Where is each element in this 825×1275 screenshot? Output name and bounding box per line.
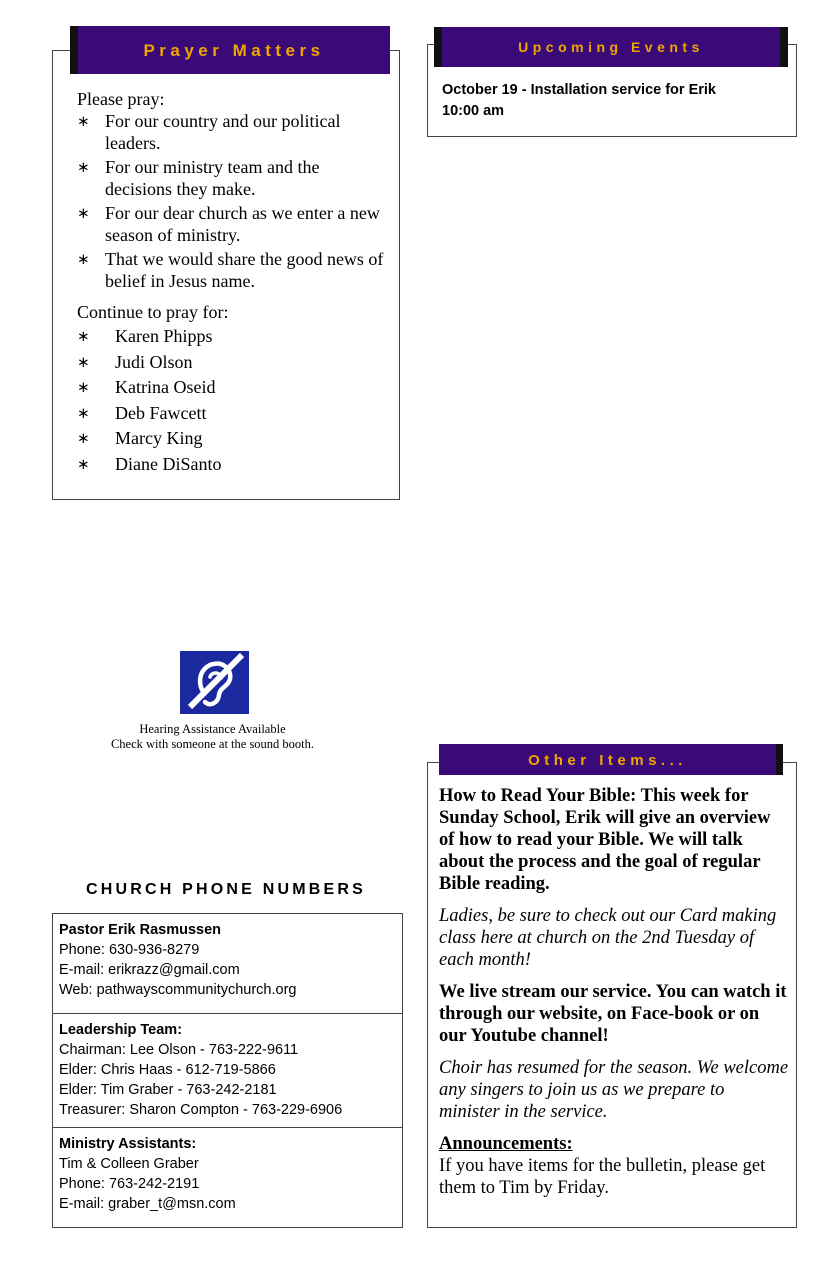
bible-reading-note: How to Read Your Bible: This week for Sunday School, Erik will give an overview of how to read your Bible. We will talk about the process and the goal of regular Bible reading. [439,786,771,894]
list-item: ∗ Judi Olson [77,351,193,372]
assistants-section [53,1127,402,1227]
other-items-content [439,785,789,1199]
leadership-heading: Leadership Team: [59,1022,183,1038]
continue-label: Continue to pray for: [77,302,229,322]
list-item: ∗ Marcy King [77,428,203,449]
prayer-matters-title: Prayer Matters [143,41,325,60]
leadership-line: Chairman: Lee Olson - 763-222-9611 [59,1042,299,1058]
other-items-banner [439,744,783,775]
card-class-note: Ladies, be sure to check out our Card making class here at church on the 2nd Tuesday of each month! [439,906,777,970]
choir-note: Choir has resumed for the season. We welcome any singers to join us as we prepare to minister in the service. [439,1058,789,1122]
upcoming-events-banner [434,27,788,67]
bullet-icon: ∗ [77,112,90,130]
prayer-names-list [77,325,387,475]
announcements-text: If you have items for the bulletin, please get them to Tim by Friday. [439,1156,766,1198]
bullet-icon: ∗ [77,204,90,222]
pastor-web: Web: pathwayscommunitychurch.org [59,982,297,998]
bullet-icon: ∗ [77,352,90,371]
event-time: 10:00 am [442,103,505,119]
bullet-icon: ∗ [77,454,90,473]
assistants-line: Tim & Colleen Graber [59,1156,199,1172]
assistants-heading: Ministry Assistants: [59,1136,197,1152]
bullet-icon: ∗ [77,429,90,448]
bullet-icon: ∗ [77,403,90,422]
list-item: ∗ For our country and our political leaders. [77,111,341,153]
list-item: ∗ That we would share the good news of belief in Jesus name. [77,249,384,291]
bullet-icon: ∗ [77,250,90,268]
prayer-matters-banner [70,26,390,74]
leadership-section [53,1013,402,1128]
upcoming-events-text [442,80,787,122]
list-item: ∗ Katrina Oseid [77,377,216,398]
list-item: ∗ Diane DiSanto [77,453,222,474]
announcements-heading: Announcements: [439,1134,573,1154]
announcements [439,1133,789,1199]
assistants-line: E-mail: graber_t@msn.com [59,1196,236,1212]
list-item: ∗ Deb Fawcett [77,402,207,423]
phone-numbers-title: CHURCH PHONE NUMBERS [85,881,366,898]
bullet-icon: ∗ [77,327,90,345]
list-item: ∗ For our dear church as we enter a new season of ministry. [77,203,380,245]
list-item: ∗ For our ministry team and the decisions they make. [77,157,320,199]
pastor-heading: Pastor Erik Rasmussen [59,922,221,938]
phone-numbers-box [52,913,403,1228]
leadership-line: Treasurer: Sharon Compton - 763-229-6906 [59,1102,343,1118]
bullet-icon: ∗ [77,158,90,176]
pastor-section [53,914,402,1014]
leadership-line: Elder: Tim Graber - 763-242-2181 [59,1082,277,1098]
upcoming-events-title: Upcoming Events [518,39,704,55]
live-stream-note: We live stream our service. You can watch it through our website, on Face-book or on our Youtube channel! [439,982,787,1046]
hearing-assistance-text: Hearing Assistance Available Check with someone at the sound booth. [110,722,315,751]
pastor-phone: Phone: 630-936-8279 [59,942,200,958]
prayer-matters-content [77,88,387,479]
prayer-intro: Please pray: [77,89,165,109]
bullet-icon: ∗ [77,378,90,397]
list-item: ∗ Karen Phipps [77,326,213,346]
leadership-line: Elder: Chris Haas - 612-719-5866 [59,1062,276,1078]
hearing-assistance-icon [180,651,249,714]
event-line: October 19 - Installation service for Erik [442,82,716,98]
prayer-list [77,110,387,292]
other-items-title: Other Items... [528,752,687,769]
assistants-line: Phone: 763-242-2191 [59,1176,200,1192]
pastor-email: E-mail: erikrazz@gmail.com [59,962,240,978]
